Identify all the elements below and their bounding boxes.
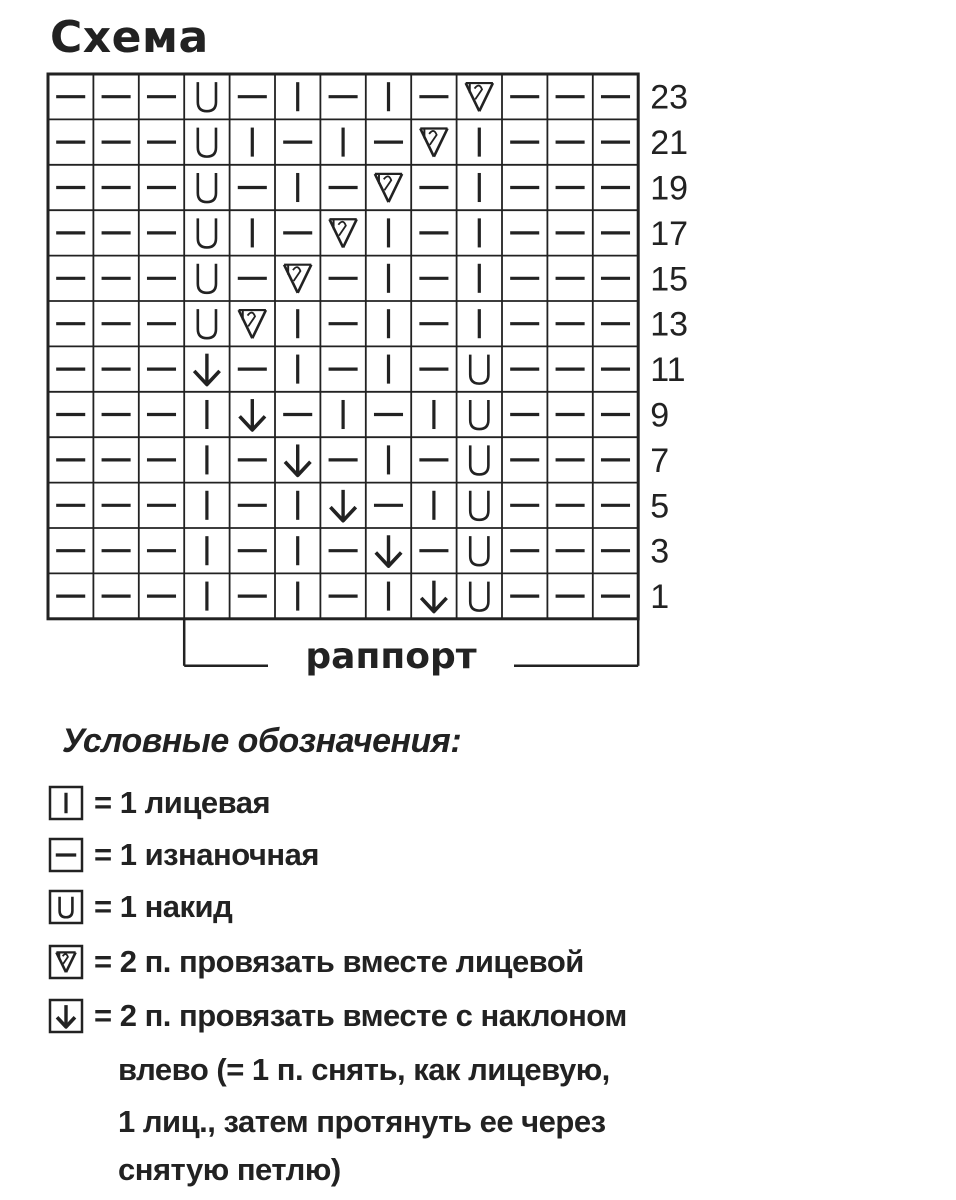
yarn-over-symbol xyxy=(470,491,488,520)
row-number-label: 1 xyxy=(650,578,670,617)
yarn-over-symbol xyxy=(198,218,216,247)
repeat-label: раппорт xyxy=(305,635,477,677)
ssk-left-arrow-symbol xyxy=(421,581,446,612)
legend-item xyxy=(48,998,627,1034)
legend-item xyxy=(48,944,584,980)
yarn-over-symbol xyxy=(198,128,216,157)
yarn-over-symbol xyxy=(470,355,488,384)
yarn-over-symbol xyxy=(198,82,216,111)
row-number-label: 13 xyxy=(650,305,689,344)
legend-item-text-continuation: 1 лиц., затем протянуть ее через xyxy=(118,1104,606,1139)
chart-row xyxy=(56,309,630,338)
row-number-label: 9 xyxy=(650,396,670,435)
ssk-left-arrow-symbol xyxy=(48,998,84,1034)
legend-title: Условные обозначения: xyxy=(62,722,462,760)
yarn-over-symbol xyxy=(48,889,84,925)
yarn-over-symbol xyxy=(470,582,488,611)
legend-item xyxy=(48,785,270,821)
legend-item-text: = 1 накид xyxy=(94,889,233,924)
row-number-label: 11 xyxy=(650,351,686,390)
yarn-over-symbol xyxy=(470,400,488,429)
chart-row xyxy=(56,581,630,612)
yarn-over-symbol xyxy=(198,173,216,202)
row-number-label: 19 xyxy=(650,169,689,208)
legend-item-text: = 1 лицевая xyxy=(94,785,271,820)
legend-item xyxy=(48,889,232,925)
row-number-label: 23 xyxy=(650,78,689,117)
ssk-left-arrow-symbol xyxy=(194,354,219,385)
chart-row xyxy=(56,218,630,247)
k2tog-symbol xyxy=(375,174,402,202)
chart-row xyxy=(56,535,630,566)
k2tog-symbol xyxy=(420,128,447,156)
purl-symbol xyxy=(48,837,84,873)
row-number-label: 5 xyxy=(650,487,670,526)
chart-row xyxy=(56,128,630,157)
chart-row xyxy=(56,354,630,385)
k2tog-symbol xyxy=(466,83,493,111)
chart-title: Схема xyxy=(50,12,209,63)
knit-symbol xyxy=(48,785,84,821)
row-number-label: 7 xyxy=(650,441,670,480)
legend-item-text: = 2 п. провязать вместе с наклоном xyxy=(94,998,627,1033)
k2tog-symbol xyxy=(239,310,266,338)
chart-row xyxy=(56,490,630,521)
ssk-left-arrow-symbol xyxy=(330,490,355,521)
row-number-label: 17 xyxy=(650,214,689,253)
legend-item-text-continuation: снятую петлю) xyxy=(118,1152,341,1187)
legend-item-text: = 1 изнаночная xyxy=(94,837,319,872)
chart-row xyxy=(56,173,630,202)
yarn-over-symbol xyxy=(198,264,216,293)
ssk-left-arrow-symbol xyxy=(240,399,265,430)
row-number-label: 15 xyxy=(650,260,689,299)
yarn-over-symbol xyxy=(470,445,488,474)
chart-row xyxy=(56,444,630,475)
ssk-left-arrow-symbol xyxy=(285,444,310,475)
k2tog-symbol xyxy=(329,219,356,247)
yarn-over-symbol xyxy=(470,536,488,565)
chart-row xyxy=(56,399,630,430)
legend-item-text: = 2 п. провязать вместе лицевой xyxy=(94,944,584,979)
chart-row xyxy=(56,82,630,111)
row-number-label: 21 xyxy=(650,124,689,163)
row-number-label: 3 xyxy=(650,532,670,571)
legend-item-text-continuation: влево (= 1 п. снять, как лицевую, xyxy=(118,1052,610,1087)
chart-row xyxy=(56,264,630,293)
yarn-over-symbol xyxy=(198,309,216,338)
legend-item xyxy=(48,837,319,873)
ssk-left-arrow-symbol xyxy=(376,535,401,566)
k2tog-symbol xyxy=(284,265,311,293)
k2tog-symbol xyxy=(48,944,84,980)
